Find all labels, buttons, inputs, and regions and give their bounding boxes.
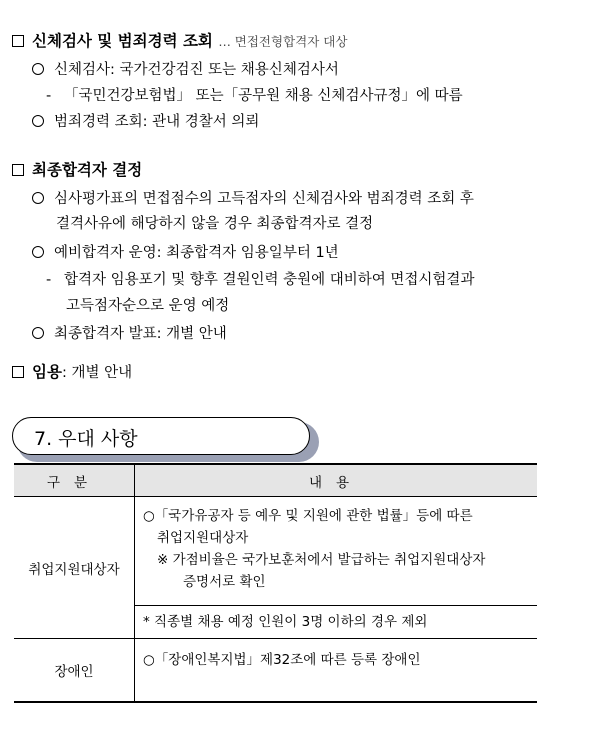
- row1-note1: ※ 가점비율은 국가보훈처에서 발급하는 취업지원대상자: [157, 552, 486, 568]
- final-item-reserve-sub: - 합격자 임용포기 및 향후 결원인력 충원에 대비하여 면접시험결과: [46, 272, 475, 288]
- exam-item-physical: 신체검사: 국가건강검진 또는 채용신체검사서: [32, 58, 339, 79]
- table-row: [14, 639, 537, 703]
- final-item-decision-cont: 결격사유에 해당하지 않을 경우 최종합격자로 결정: [56, 216, 374, 232]
- table-header-row: [14, 464, 537, 497]
- section-appoint-title: 임용: [32, 363, 62, 381]
- final-item-reserve: 예비합격자 운영: 최종합격자 임용일부터 1년: [32, 241, 339, 262]
- row1-content: [135, 497, 538, 606]
- section7-title: 7. 우대 사항: [34, 428, 138, 450]
- checkbox-square-icon: [12, 35, 24, 47]
- exam-item-physical-sub: - 「국민건강보험법」 또는「공무원 채용 신체검사규정」에 따름: [46, 88, 463, 104]
- row1-line2: 취업지원대상자: [157, 530, 249, 546]
- section-exam-heading: [12, 29, 347, 51]
- table-header-content: 내용: [135, 464, 538, 497]
- circle-bullet-icon: [32, 192, 44, 204]
- row2-content: ○「장애인복지법」제32조에 따른 등록 장애인: [135, 639, 538, 703]
- checkbox-square-icon: [12, 366, 24, 378]
- row1-label: 취업지원대상자: [14, 497, 135, 639]
- table-row: [14, 497, 537, 606]
- final-item-reserve-sub-cont: 고득점자순으로 운영 예정: [66, 298, 230, 314]
- section-exam-subtitle: … 면접전형합격자 대상: [218, 34, 348, 49]
- circle-bullet-icon: [32, 327, 44, 339]
- row2-label: 장애인: [14, 639, 135, 703]
- row1-line1: ○「국가유공자 등 예우 및 지원에 관한 법률」등에 따른: [143, 508, 473, 524]
- row1-sub: * 직종별 채용 예정 인원이 3명 이하의 경우 제외: [135, 606, 538, 639]
- row1-note2: 증명서로 확인: [183, 574, 266, 590]
- section-appoint-text: : 개별 안내: [61, 365, 133, 381]
- final-item-announce: 최종합격자 발표: 개별 안내: [32, 322, 227, 343]
- final-item-decision: 심사평가표의 면접점수의 고득점자의 신체검사와 범죄경력 조회 후: [32, 187, 594, 208]
- table-header-category: 구분: [14, 464, 135, 497]
- circle-bullet-icon: [32, 246, 44, 258]
- circle-bullet-icon: [32, 63, 44, 75]
- circle-bullet-icon: [32, 115, 44, 127]
- section-exam-title: 신체검사 및 범죄경력 조회: [32, 32, 213, 50]
- exam-item-criminal: 범죄경력 조회: 관내 경찰서 의뢰: [32, 110, 259, 131]
- section-final-title: 최종합격자 결정: [32, 161, 143, 179]
- dash-icon: -: [46, 272, 52, 288]
- section-appoint-heading: [12, 360, 132, 382]
- checkbox-square-icon: [12, 164, 24, 176]
- dash-icon: -: [46, 88, 52, 104]
- section-final-heading: [12, 158, 142, 180]
- benefit-table: [14, 463, 537, 703]
